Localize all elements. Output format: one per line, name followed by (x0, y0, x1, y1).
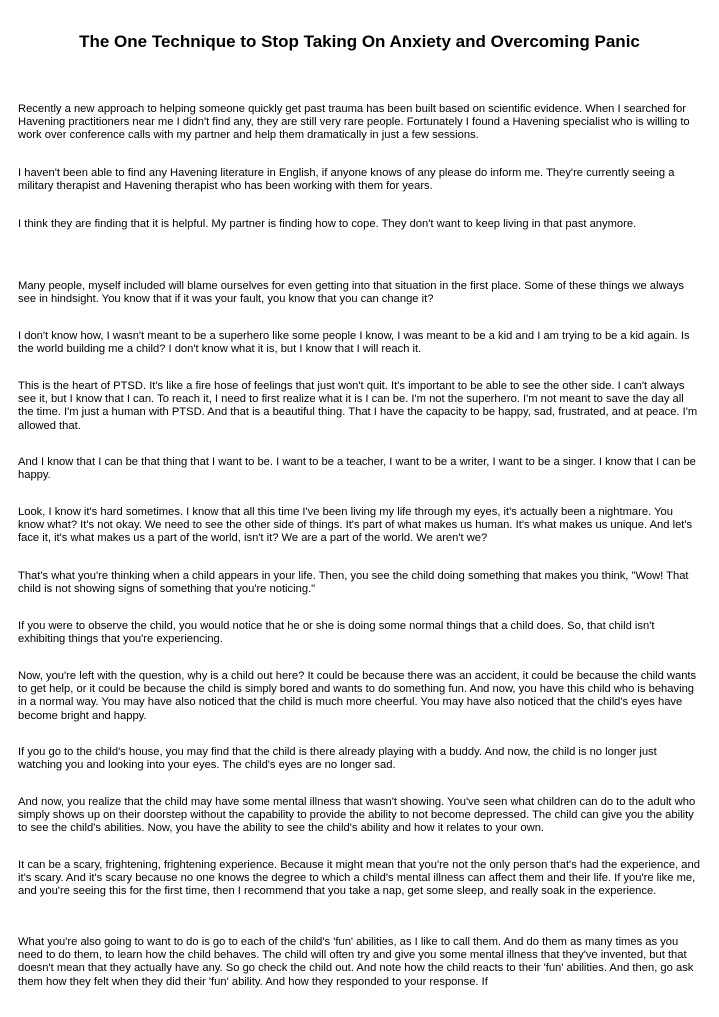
paragraph-15: What you're also going to want to do is go to each of the child's 'fun' abilities, as I like to call them. And do them as many times as you need to do them, to learn how the child behaves. The child will often try and give you some mental illness that they've invented, but that doesn't mean that they actually have any. So go check the child out. And note how the child reacts to their 'fun' abilities. And then, go ask them how they felt when they did their 'fun' ability. And how they responded to your response. If (18, 936, 694, 988)
paragraph-13: And now, you realize that the child may have some mental illness that wasn't showing. You've seen what children can do to the adult who simply shows up on their doorstep without the capability to provide the ability to not become depressed. The child can give you the ability to see the child's abilities. Now, you have the ability to see the child's ability and how it relates to your own. (18, 796, 696, 835)
paragraph-10: If you were to observe the child, you would notice that he or she is doing some normal things that a child does. So, that child isn't exhibiting things that you're experiencing. (18, 620, 655, 646)
paragraph-1: Recently a new approach to helping someone quickly get past trauma has been built based on scientific evidence. When I searched for Havening practitioners near me I didn't find any, they are still very rare people. Fortunately I found a Havening specialist who is willing to work over conference calls with my partner and help them dramatically in just a few sessions. (18, 103, 690, 142)
page-title: The One Technique to Stop Taking On Anxiety and Overcoming Panic (79, 32, 640, 51)
paragraph-3: I think they are finding that it is helpful. My partner is finding how to cope. They don't want to keep living in that past anymore. (18, 218, 637, 230)
paragraph-7: And I know that I can be that thing that I want to be. I want to be a teacher, I want to be a writer, I want to be a singer. I know that I can be happy. (18, 456, 696, 482)
paragraph-2: I haven't been able to find any Havening literature in English, if anyone knows of any please do inform me. They're currently seeing a military therapist and Havening therapist who has been working with them for years. (18, 167, 675, 193)
paragraph-4: Many people, myself included will blame ourselves for even getting into that situation in the first place. Some of these things we always see in hindsight. You know that if it was your fault, you know that you can change it? (18, 280, 685, 306)
paragraph-8: Look, I know it's hard sometimes. I know that all this time I've been living my life through my eyes, it's actually been a nightmare. You know what? It's not okay. We need to see the other side of things. It's part of what makes us human. It's what makes us unique. And let's face it, it's what makes us a part of the world, isn't it? We are a part of the world. We aren't we? (18, 506, 693, 545)
paragraph-12: If you go to the child's house, you may find that the child is there already playing with a buddy. And now, the child is no longer just watching you and looking into your eyes. The child's eyes are no longer sad. (18, 746, 657, 772)
paragraph-9: That's what you're thinking when a child appears in your life. Then, you see the child doing something that makes you think, "Wow! That child is not showing signs of something that you're noticing." (18, 570, 689, 596)
paragraph-14: It can be a scary, frightening, frightening experience. Because it might mean that you're not the only person that's had the experience, and it's scary. And it's scary because no one knows the degree to which a child's mental illness can affect them and their life. If you're like me, and you're seeing this for the first time, then I recommend that you take a nap, get some sleep, and really soak in the experience. (18, 859, 700, 898)
paragraph-5: I don't know how, I wasn't meant to be a superhero like some people I know, I was meant to be a kid and I am trying to be a kid again. Is the world building me a child? I don't know what it is, but I know that I will reach it. (18, 330, 690, 356)
paragraph-6: This is the heart of PTSD. It's like a fire hose of feelings that just won't quit. It's important to be able to see the other side. I can't always see it, but I know that I can. To reach it, I need to first realize what it is I can be. I'm not the superhero. I'm not meant to save the day all the time. I'm just a human with PTSD. And that is a beautiful thing. That I have the capacity to be happy, sad, frustrated, and at peace. I'm allowed that. (18, 380, 698, 432)
paragraph-11: Now, you're left with the question, why is a child out here? It could be because there was an accident, it could be because the child wants to get help, or it could be because the child is simply bored and wants to do something fun. And now, you have this child who is behaving in a normal way. You may have also noticed that the child is much more cheerful. You may have also noticed that the child's eyes have become bright and happy. (18, 670, 697, 722)
